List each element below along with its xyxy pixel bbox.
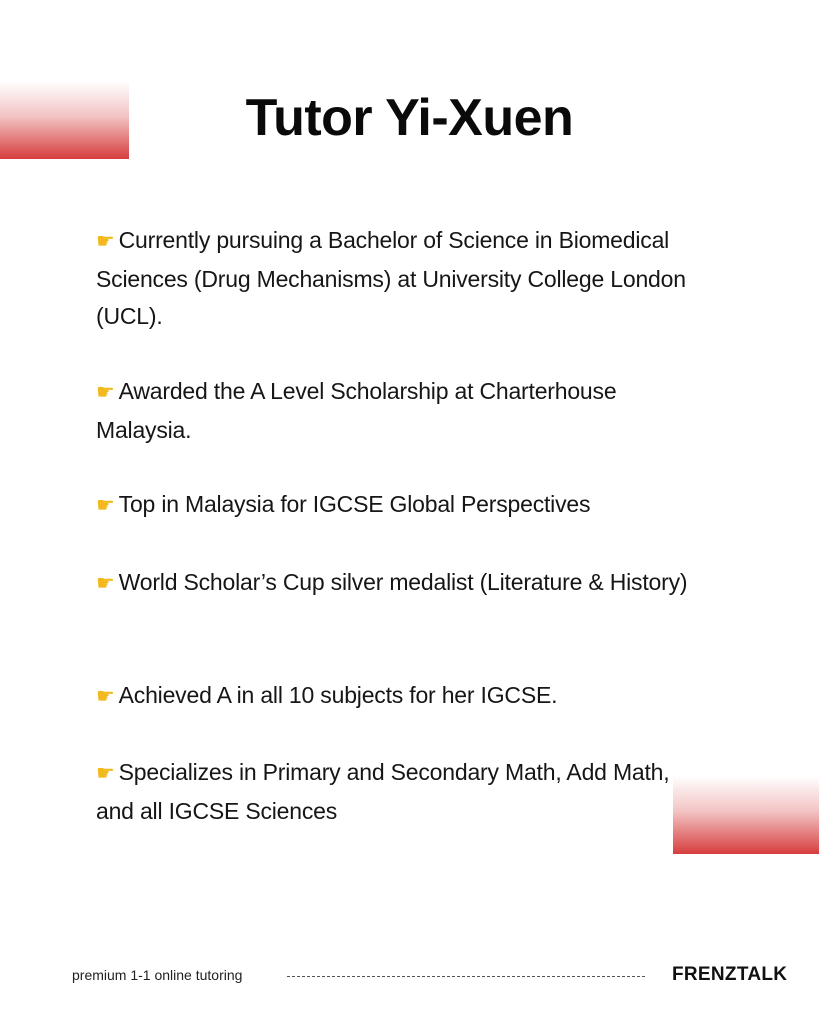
list-item [96,222,696,336]
list-item-text: World Scholar’s Cup silver medalist (Literature & History) [118,569,688,595]
page-title: Tutor Yi-Xuen [245,89,574,147]
footer-divider [287,976,645,977]
list-item [96,754,696,830]
pointing-hand-icon: ☛ [96,685,115,708]
list-item [96,677,696,716]
footer-brand-logo: FRENZTALK [672,964,788,985]
list-item-text: Awarded the A Level Scholarship at Charterhouse Malaysia. [96,378,617,443]
pointing-hand-icon: ☛ [96,572,115,595]
list-item-text: Achieved A in all 10 subjects for her IGCSE. [118,682,558,708]
list-item [96,486,696,525]
list-item [96,373,696,449]
list-item-text: Specializes in Primary and Secondary Math, Add Math, and all IGCSE Sciences [96,759,670,824]
pointing-hand-icon: ☛ [96,494,115,517]
pointing-hand-icon: ☛ [96,381,115,404]
list-item [96,564,696,603]
list-item-text: Currently pursuing a Bachelor of Science in Biomedical Sciences (Drug Mechanisms) at University College London (UCL). [96,227,686,329]
footer-tagline: premium 1-1 online tutoring [72,967,243,983]
list-item-text: Top in Malaysia for IGCSE Global Perspectives [118,491,591,517]
pointing-hand-icon: ☛ [96,762,115,785]
pointing-hand-icon: ☛ [96,230,115,253]
